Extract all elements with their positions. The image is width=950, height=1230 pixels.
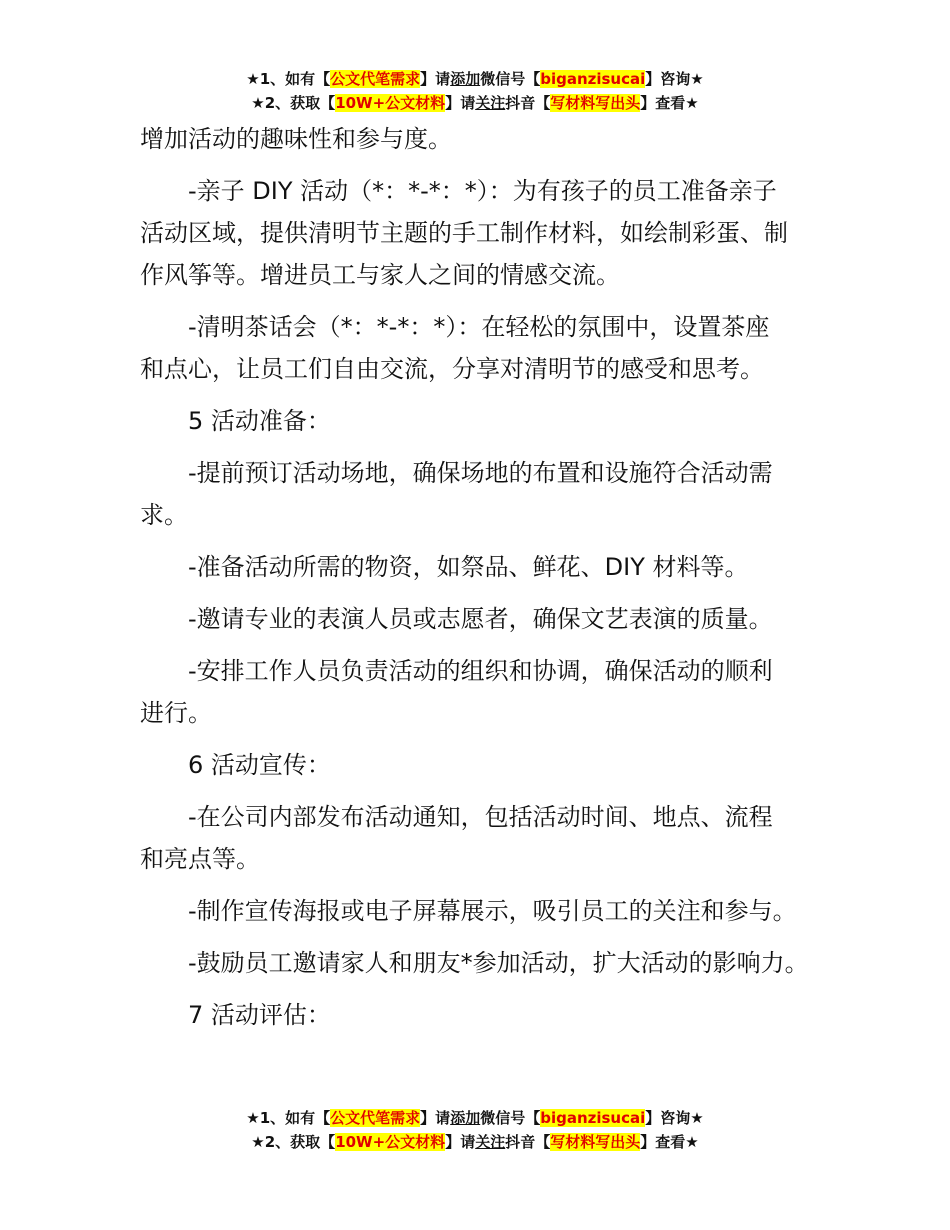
text-line: 进行。: [140, 699, 212, 727]
banner-text: 】请: [445, 94, 476, 112]
text-line: -准备活动所需的物资，如祭品、鲜花、DIY 材料等。: [188, 553, 749, 581]
banner-highlight: 公文代笔需求: [330, 1109, 421, 1127]
banner-line-2: [0, 91, 950, 115]
banner-text: 微信号【: [480, 70, 541, 88]
text-line: -安排工作人员负责活动的组织和协调，确保活动的顺利: [188, 657, 773, 685]
paragraph: [140, 306, 830, 390]
text-line: -鼓励员工邀请家人和朋友*参加活动，扩大活动的影响力。: [188, 949, 809, 977]
banner-highlight: 写材料写出头: [550, 1133, 641, 1151]
text-line: -提前预订活动场地，确保场地的布置和设施符合活动需: [188, 459, 773, 487]
paragraph: [140, 598, 830, 640]
banner-text: 】请: [420, 70, 451, 88]
banner-highlight: 10W+公文材料: [335, 94, 446, 112]
paragraph: [140, 890, 830, 932]
section-heading: [140, 994, 830, 1036]
text-line: 7 活动评估：: [188, 1001, 331, 1029]
text-line: 6 活动宣传：: [188, 751, 331, 779]
text-line: 作风筝等。增进员工与家人之间的情感交流。: [140, 261, 620, 289]
text-line: 和亮点等。: [140, 845, 260, 873]
banner-line-2: [0, 1130, 950, 1154]
banner-text: 抖音【: [505, 1133, 551, 1151]
document-body: [140, 118, 830, 1046]
banner-text: ★2、获取【: [251, 94, 336, 112]
banner-text: 】查看★: [640, 1133, 699, 1151]
text-line: 活动区域，提供清明节主题的手工制作材料，如绘制彩蛋、制: [140, 219, 788, 247]
text-line: -邀请专业的表演人员或志愿者，确保文艺表演的质量。: [188, 605, 773, 633]
banner-text: ★1、如有【: [246, 70, 331, 88]
paragraph: [140, 796, 830, 880]
paragraph: [140, 170, 830, 296]
banner-text: 微信号【: [480, 1109, 541, 1127]
banner-text: ★1、如有【: [246, 1109, 331, 1127]
banner-underline: 关注: [475, 94, 506, 112]
banner-highlight: 10W+公文材料: [335, 1133, 446, 1151]
paragraph: [140, 452, 830, 536]
banner-text: 】请: [420, 1109, 451, 1127]
text-line: 5 活动准备：: [188, 407, 331, 435]
banner-text: 】查看★: [640, 94, 699, 112]
banner-text: 抖音【: [505, 94, 551, 112]
text-line: 求。: [140, 501, 188, 529]
banner-underline: 添加: [450, 70, 481, 88]
paragraph: [140, 942, 830, 984]
text-line: -清明茶话会（*：*-*：*）：在轻松的氛围中，设置茶座: [188, 313, 770, 341]
banner-underline: 关注: [475, 1133, 506, 1151]
paragraph: [140, 650, 830, 734]
banner-text: 】请: [445, 1133, 476, 1151]
banner-highlight: biganzisucai: [540, 70, 646, 88]
banner-highlight: biganzisucai: [540, 1109, 646, 1127]
banner-line-1: [0, 67, 950, 91]
banner-underline: 添加: [450, 1109, 481, 1127]
footer-banner: [0, 1106, 950, 1154]
text-line: 增加活动的趣味性和参与度。: [140, 125, 452, 153]
banner-highlight: 写材料写出头: [550, 94, 641, 112]
text-line: -制作宣传海报或电子屏幕展示，吸引员工的关注和参与。: [188, 897, 797, 925]
banner-highlight: 公文代笔需求: [330, 70, 421, 88]
paragraph: [140, 546, 830, 588]
banner-line-1: [0, 1106, 950, 1130]
banner-text: ★2、获取【: [251, 1133, 336, 1151]
text-line: -在公司内部发布活动通知，包括活动时间、地点、流程: [188, 803, 773, 831]
paragraph: [140, 118, 830, 160]
section-heading: [140, 400, 830, 442]
section-heading: [140, 744, 830, 786]
text-line: 和点心，让员工们自由交流，分享对清明节的感受和思考。: [140, 355, 764, 383]
text-line: -亲子 DIY 活动（*：*-*：*）：为有孩子的员工准备亲子: [188, 177, 777, 205]
header-banner: [0, 67, 950, 115]
banner-text: 】咨询★: [645, 1109, 704, 1127]
banner-text: 】咨询★: [645, 70, 704, 88]
